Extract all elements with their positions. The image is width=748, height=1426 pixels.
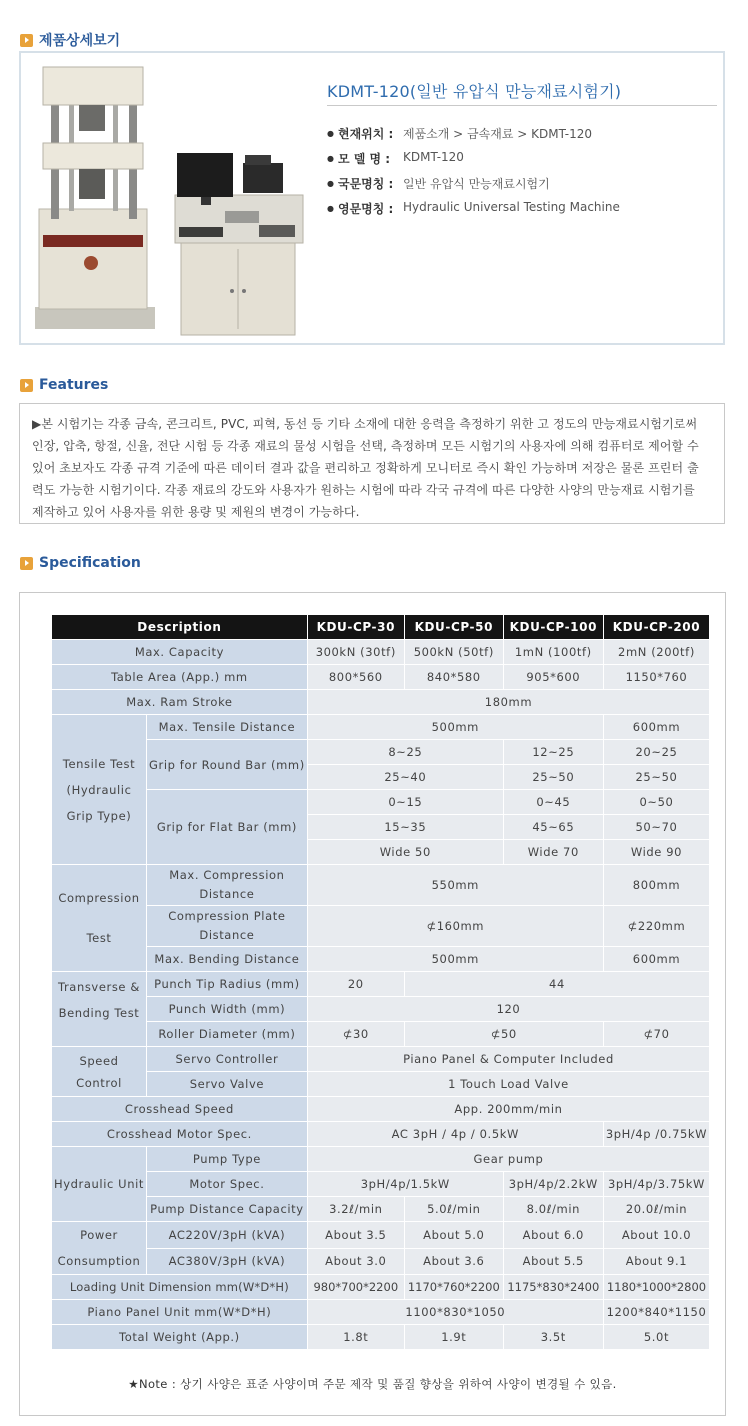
row-label: Crosshead Motor Spec. [52, 1122, 308, 1147]
info-model-label: ● 모 델 명 : [327, 150, 403, 167]
row-label: Piano Panel Unit mm(W*D*H) [52, 1300, 308, 1325]
cell: Gear pump [307, 1147, 709, 1172]
table-row [52, 906, 710, 947]
info-english-name-label: ● 영문명칭 : [327, 200, 403, 217]
row-label: Pump Distance Capacity [147, 1197, 308, 1222]
table-row [52, 1072, 710, 1097]
cell: 8.0ℓ/min [503, 1197, 603, 1222]
info-model-value: KDMT-120 [403, 150, 464, 164]
cell: 5.0t [603, 1325, 709, 1350]
row-label: Max. Compression Distance [147, 865, 308, 906]
row-label: Max. Capacity [52, 640, 308, 665]
header-model: KDU-CP-100 [503, 615, 603, 640]
title-divider [327, 105, 717, 106]
cell: About 9.1 [603, 1248, 709, 1275]
cell: 600mm [603, 947, 709, 972]
cell: About 6.0 [503, 1222, 603, 1249]
cell: About 3.6 [404, 1248, 503, 1275]
features-title-text: Features [39, 377, 109, 393]
cell: 550mm [307, 865, 603, 906]
table-row [52, 715, 710, 740]
cell: 1200*840*1150 [603, 1300, 709, 1325]
product-detail-box [19, 51, 725, 345]
cell: 2mN (200tf) [603, 640, 709, 665]
cell: 3pH/4p/1.5kW [307, 1172, 503, 1197]
cell: 300kN (30tf) [307, 640, 404, 665]
cell: AC 3pH / 4p / 0.5kW [307, 1122, 603, 1147]
cell: 500mm [307, 715, 603, 740]
cell: 3.2ℓ/min [307, 1197, 404, 1222]
info-korean-name-value: 일반 유압식 만능재료시험기 [403, 177, 550, 191]
cell: ⊄30 [307, 1022, 404, 1047]
cell: 1170*760*2200 [404, 1275, 503, 1300]
cell: 3.5t [503, 1325, 603, 1350]
header-model: KDU-CP-30 [307, 615, 404, 640]
group-label-power: Power Consumption [52, 1222, 147, 1275]
row-label: Servo Valve [147, 1072, 308, 1097]
product-title: KDMT-120(일반 유압식 만능재료시험기) [327, 82, 622, 101]
group-label-speed: Speed Control [52, 1047, 147, 1097]
cell: About 5.5 [503, 1248, 603, 1275]
cell: 600mm [603, 715, 709, 740]
cell: 120 [307, 997, 709, 1022]
cell: 44 [404, 972, 709, 997]
product-image [29, 59, 307, 337]
header-model: KDU-CP-200 [603, 615, 709, 640]
table-row [52, 665, 710, 690]
cell: 1mN (100tf) [503, 640, 603, 665]
table-row [52, 690, 710, 715]
cell: Piano Panel & Computer Included [307, 1047, 709, 1072]
header-description: Description [52, 615, 308, 640]
cell: 3pH/4p /0.75kW [603, 1122, 709, 1147]
cell: 180mm [307, 690, 709, 715]
table-row [52, 740, 710, 765]
table-row [52, 865, 710, 906]
table-row [52, 1172, 710, 1197]
row-label: Punch Tip Radius (mm) [147, 972, 308, 997]
cell: Wide 90 [603, 840, 709, 865]
cell: 980*700*2200 [307, 1275, 404, 1300]
table-row [52, 1122, 710, 1147]
cell: 50~70 [603, 815, 709, 840]
row-label: Max. Tensile Distance [147, 715, 308, 740]
cell: 15~35 [307, 815, 503, 840]
features-box [19, 403, 725, 524]
table-row [52, 1022, 710, 1047]
cell: 3pH/4p/3.75kW [603, 1172, 709, 1197]
spec-note: ★Note : 상기 사양은 표준 사양이며 주문 제작 및 품질 향상을 위하여 사양이 변경될 수 있음. [128, 1377, 617, 1391]
cell: ⊄220mm [603, 906, 709, 947]
cell: About 3.5 [307, 1222, 404, 1249]
cell: 500kN (50tf) [404, 640, 503, 665]
row-label: Pump Type [147, 1147, 308, 1172]
cell: 8~25 [307, 740, 503, 765]
cell: 800mm [603, 865, 709, 906]
info-location-label: ● 현재위치 : [327, 125, 403, 142]
row-label: Roller Diameter (mm) [147, 1022, 308, 1047]
cell: 20 [307, 972, 404, 997]
detail-section-title [20, 30, 120, 50]
table-row [52, 1248, 710, 1275]
cell: Wide 70 [503, 840, 603, 865]
cell: About 3.0 [307, 1248, 404, 1275]
table-row [52, 1275, 710, 1300]
spec-table [51, 614, 710, 1350]
cell: 1100*830*1050 [307, 1300, 603, 1325]
cell: 45~65 [503, 815, 603, 840]
group-label-tensile: Tensile Test (Hydraulic Grip Type) [52, 715, 147, 865]
cell: About 5.0 [404, 1222, 503, 1249]
bullet-arrow-icon [20, 379, 33, 392]
table-row [52, 1047, 710, 1072]
table-row [52, 997, 710, 1022]
features-text: ▶본 시험기는 각종 금속, 콘크리트, PVC, 피혁, 동선 등 기타 소재에 대한 응력을 측정하기 위한 고 정도의 만능재료시험기로써 인장, 압축, 항절, 신율, 전단 시험 등 각종 재료의 물성 시험을 선택, 측정하며 모든 시험기의 사용자에 의해 컴퓨터로 제어할 수 있어 초보자도 각종 규격 기준에 따른 데이터 결과 값을 편리하고 정확하게 모니터로 즉시 확인 가능하며 저장은 물론 프린터 출력도 가능한 시험기이다. 각종 재료의 강도와 사용자가 원하는 시험에 따라 각국 규격에 따른 다양한 사양의 만능재료 시험기를 제작하고 있어 사용자를 위한 용량 및 제원의 변경이 가능하다. [32, 417, 699, 519]
table-header-row [52, 615, 710, 640]
cell: 12~25 [503, 740, 603, 765]
group-label-hydraulic: Hydraulic Unit [52, 1147, 147, 1222]
row-label: Loading Unit Dimension mm(W*D*H) [52, 1275, 308, 1300]
detail-title-text: 제품상세보기 [39, 33, 121, 49]
cell: 25~40 [307, 765, 503, 790]
features-section-title [20, 377, 108, 393]
cell: 0~15 [307, 790, 503, 815]
table-row [52, 640, 710, 665]
cell: 3pH/4p/2.2kW [503, 1172, 603, 1197]
table-row [52, 790, 710, 815]
row-label: Servo Controller [147, 1047, 308, 1072]
bullet-arrow-icon [20, 34, 33, 47]
table-row [52, 1325, 710, 1350]
spec-title-text: Specification [39, 555, 141, 571]
cell: 20~25 [603, 740, 709, 765]
cell: 1.8t [307, 1325, 404, 1350]
cell: 800*560 [307, 665, 404, 690]
row-label: Total Weight (App.) [52, 1325, 308, 1350]
cell: Wide 50 [307, 840, 503, 865]
cell: 0~45 [503, 790, 603, 815]
group-label-compression: Compression Test [52, 865, 147, 972]
spec-section-title [20, 555, 141, 571]
info-korean-name [327, 175, 550, 192]
table-row [52, 972, 710, 997]
table-row [52, 1097, 710, 1122]
cell: 1 Touch Load Valve [307, 1072, 709, 1097]
info-model [327, 150, 464, 167]
info-location-value: 제품소개 > 금속재료 > KDMT-120 [403, 127, 593, 141]
cell: App. 200mm/min [307, 1097, 709, 1122]
info-english-name [327, 200, 620, 217]
cell: 1.9t [404, 1325, 503, 1350]
info-location [327, 125, 592, 142]
cell: 1150*760 [603, 665, 709, 690]
row-label: Grip for Flat Bar (mm) [147, 790, 308, 865]
table-row [52, 947, 710, 972]
cell: 25~50 [603, 765, 709, 790]
cell: ⊄160mm [307, 906, 603, 947]
row-label: Table Area (App.) mm [52, 665, 308, 690]
cell: 500mm [307, 947, 603, 972]
cell: 25~50 [503, 765, 603, 790]
table-row [52, 1197, 710, 1222]
bullet-arrow-icon [20, 557, 33, 570]
cell: 0~50 [603, 790, 709, 815]
row-label: Crosshead Speed [52, 1097, 308, 1122]
table-row [52, 1300, 710, 1325]
row-label: Max. Bending Distance [147, 947, 308, 972]
cell: 5.0ℓ/min [404, 1197, 503, 1222]
cell: 1180*1000*2800 [603, 1275, 709, 1300]
cell: ⊄50 [404, 1022, 603, 1047]
row-label: AC220V/3pH (kVA) [147, 1222, 308, 1249]
info-korean-name-label: ● 국문명칭 : [327, 175, 403, 192]
row-label: AC380V/3pH (kVA) [147, 1248, 308, 1275]
table-row [52, 1147, 710, 1172]
row-label: Motor Spec. [147, 1172, 308, 1197]
cell: 905*600 [503, 665, 603, 690]
cell: 840*580 [404, 665, 503, 690]
group-label-transverse: Transverse & Bending Test [52, 972, 147, 1047]
row-label: Max. Ram Stroke [52, 690, 308, 715]
spec-box [19, 592, 726, 1416]
cell: 1175*830*2400 [503, 1275, 603, 1300]
header-model: KDU-CP-50 [404, 615, 503, 640]
info-english-name-value: Hydraulic Universal Testing Machine [403, 200, 620, 214]
cell: ⊄70 [603, 1022, 709, 1047]
row-label: Punch Width (mm) [147, 997, 308, 1022]
cell: 20.0ℓ/min [603, 1197, 709, 1222]
table-row [52, 1222, 710, 1249]
cell: About 10.0 [603, 1222, 709, 1249]
row-label: Compression Plate Distance [147, 906, 308, 947]
row-label: Grip for Round Bar (mm) [147, 740, 308, 790]
